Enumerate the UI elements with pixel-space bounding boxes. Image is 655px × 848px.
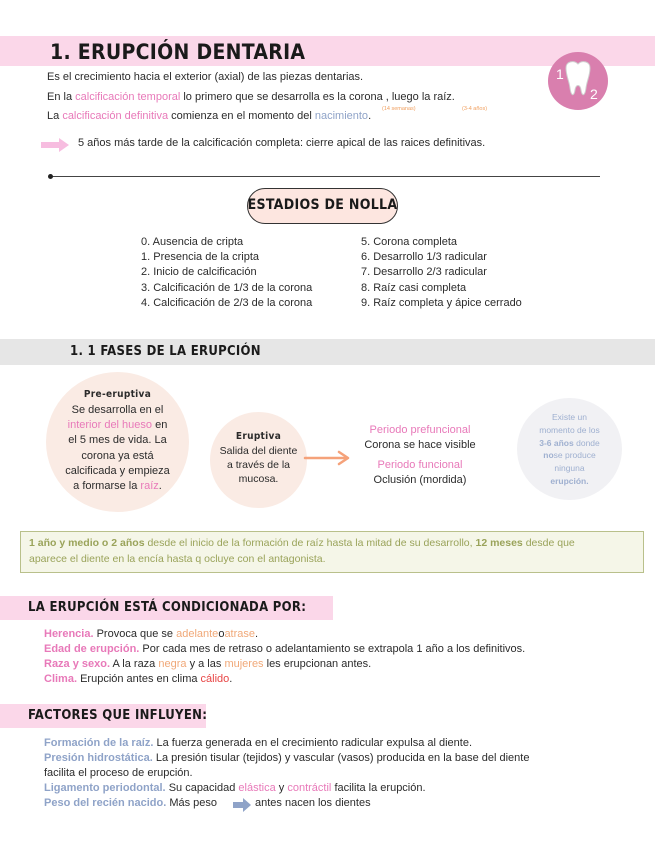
phase-pre-text: Se desarrolla en el interior del hueso en el 5 mes de vida. La corona ya está calcificada y empieza a formarse la raíz. [65, 404, 170, 493]
note-line-2: aparece el diente en la encía hasta q ocluye con el antagonista. [29, 553, 326, 565]
nolla-stage-7: 7. Desarrollo 2/3 radicular [361, 266, 487, 278]
term-calcificacion-temporal: calcificación temporal [75, 91, 181, 103]
tooth-label-right: 2 [590, 86, 598, 102]
section-condicionada-title: LA ERUPCIÓN ESTÁ CONDICIONADA POR: [28, 600, 307, 615]
nolla-stage-1: 1. Presencia de la cripta [141, 251, 260, 263]
divider-dot [48, 174, 53, 179]
phase-eruptiva-text: Salida del diente a través de la mucosa. [219, 445, 298, 485]
item-raza: Raza y sexo. A la raza negra y a las mujeres les erupcionan antes. [44, 658, 372, 670]
item-clima: Clima. Erupción antes en clima cálido. [44, 673, 233, 685]
nolla-title: ESTADIOS DE NOLLA [247, 197, 398, 213]
tooth-label-left: 1 [556, 66, 564, 82]
note-3-4-anos: (3-4 años) [462, 106, 488, 112]
item-presion-cont: facilita el proceso de erupción. [44, 767, 193, 779]
item-presion: Presión hidrostática. La presión tisular (tejidos) y vascular (vasos) producida en la base del diente [44, 752, 530, 764]
nolla-stage-6: 6. Desarrollo 1/3 radicular [361, 251, 487, 263]
periodo-funcional-desc: Oclusión (mordida) [373, 474, 467, 486]
arrow-right-icon [303, 450, 351, 466]
item-peso: Peso del recién nacido. Más peso [44, 797, 218, 809]
arrow-right-icon [232, 797, 252, 813]
nolla-stage-0: 0. Ausencia de cripta [141, 236, 244, 248]
nolla-stage-5: 5. Corona completa [361, 236, 457, 248]
nolla-stage-9: 9. Raíz completa y ápice cerrado [361, 297, 522, 309]
nolla-stage-8: 8. Raíz casi completa [361, 282, 467, 294]
term-nacimiento: nacimiento [314, 110, 369, 122]
phase-rest-text: Existe un momento de los 3-6 años donde nose produce ninguna erupción. [539, 412, 600, 486]
note-line-1: 1 año y medio o 2 años desde el inicio de la formación de raíz hasta la mitad de su desarrollo, 12 meses desde que [29, 537, 575, 549]
item-ligamento: Ligamento periodontal. Su capacidad elástica y contráctil facilita la erupción. [44, 782, 426, 794]
note-box [20, 531, 644, 573]
intro-line-3: La calcificación definitiva comienza en el momento del nacimiento. [47, 110, 372, 122]
intro-line-2: En la calcificación temporal lo primero que se desarrolla es la corona , luego la raíz. [47, 91, 455, 103]
item-formacion-raiz: Formación de la raíz. La fuerza generada en el crecimiento radicular expulsa al diente. [44, 737, 473, 749]
intro-line-4: 5 años más tarde de la calcificación completa: cierre apical de las raices definitivas. [78, 137, 486, 149]
phase-rest-note [517, 398, 622, 500]
item-peso-result: antes nacen los dientes [255, 797, 371, 809]
nolla-stage-3: 3. Calcificación de 1/3 de la corona [141, 282, 313, 294]
phase-pre-title: Pre-eruptiva [83, 389, 152, 400]
phase-eruptiva [210, 412, 307, 508]
phase-pre-eruptiva [46, 372, 189, 512]
phase-eruptiva-title: Eruptiva [235, 431, 282, 442]
page-title: 1. ERUPCIÓN DENTARIA [50, 40, 306, 64]
item-herencia: Herencia. Provoca que se adelanteoatrase. [44, 628, 259, 640]
nolla-stage-2: 2. Inicio de calcificación [141, 266, 257, 278]
term-calcificacion-definitiva: calcificación definitiva [62, 110, 169, 122]
note-14-semanas: (14 semanas) [382, 106, 416, 112]
tooth-badge [548, 52, 608, 110]
periodo-prefuncional: Periodo prefuncional [369, 424, 471, 436]
item-edad: Edad de erupción. Por cada mes de retraso o adelantamiento se extrapola 1 año a los definitivos. [44, 643, 526, 655]
section-phases-title: 1. 1 FASES DE LA ERUPCIÓN [70, 344, 261, 359]
divider [50, 176, 600, 177]
periodo-funcional: Periodo funcional [377, 459, 463, 471]
nolla-stage-4: 4. Calcificación de 2/3 de la corona [141, 297, 313, 309]
periodo-prefuncional-desc: Corona se hace visible [364, 439, 476, 451]
intro-line-1: Es el crecimiento hacia el exterior (axial) de las piezas dentarias. [47, 71, 364, 83]
section-factores-title: FACTORES QUE INFLUYEN: [28, 708, 208, 723]
arrow-right-icon [40, 138, 70, 152]
